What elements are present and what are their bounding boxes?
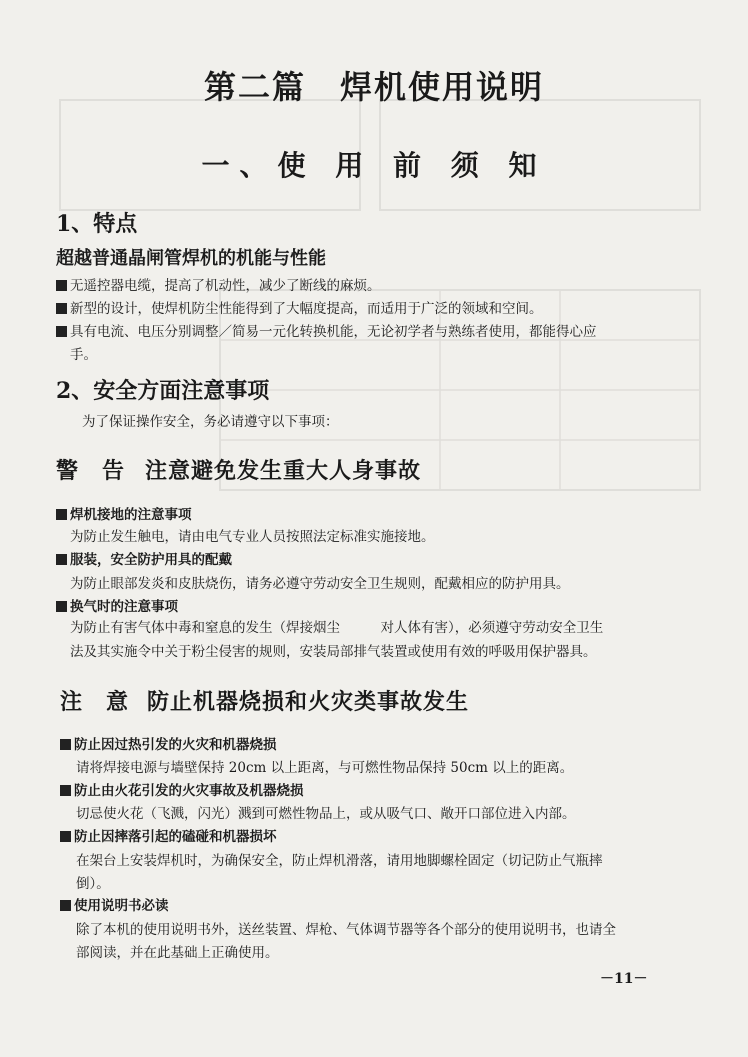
caution-item-text: 倒）。 <box>76 876 110 892</box>
caution-item-text: 切忌使火花（飞溅，闪光）溅到可燃性物品上，或从吸气口、敞开口部位进入内部。 <box>76 806 576 822</box>
warning-item-text: 为防止有害气体中毒和窒息的发生（焊接烟尘 对人体有害），必须遵守劳动安全卫生 <box>70 620 604 636</box>
page-number: －11－ <box>600 971 648 987</box>
section-1-subheading: 超越普通晶闸管焊机的机能与性能 <box>56 248 326 269</box>
caution-item-text: 在架台上安装焊机时，为确保安全，防止焊机滑落，请用地脚螺栓固定（切记防止气瓶摔 <box>76 853 603 869</box>
caution-item-title: 使用说明书必读 <box>60 894 169 914</box>
caution-item-text: 部阅读，并在此基础上正确使用。 <box>76 945 279 961</box>
bullet-square-icon <box>56 303 67 314</box>
feature-bullet-continuation: 手。 <box>70 347 97 363</box>
caution-item-title: 防止因摔落引起的磕碰和机器损坏 <box>60 825 277 845</box>
part-title: 第二篇 焊机使用说明 <box>203 68 544 106</box>
caution-item-title: 防止由火花引发的火灾事故及机器烧损 <box>60 779 304 799</box>
feature-bullet: 新型的设计，使焊机防尘性能得到了大幅度提高，而适用于广泛的领域和空间。 <box>56 297 543 317</box>
section-2-intro: 为了保证操作安全，务必请遵守以下事项： <box>82 414 339 430</box>
warning-item-title: 换气时的注意事项 <box>56 595 178 615</box>
caution-item-title: 防止因过热引发的火灾和机器烧损 <box>60 733 277 753</box>
warning-item-title: 服装，安全防护用具的配戴 <box>56 548 232 568</box>
caution-item-text: 除了本机的使用说明书外，送丝装置、焊枪、气体调节器等各个部分的使用说明书，也请全 <box>76 922 616 938</box>
bullet-square-icon <box>56 601 67 612</box>
caution-item-text: 请将焊接电源与墙壁保持 20cm 以上距离，与可燃性物品保持 50cm 以上的距离。 <box>76 760 574 776</box>
bullet-square-icon <box>56 280 67 291</box>
warning-item-text: 为防止发生触电，请由电气专业人员按照法定标准实施接地。 <box>70 529 435 545</box>
caution-label: 注 意 <box>60 689 130 715</box>
bullet-square-icon <box>60 831 71 842</box>
warning-item-title: 焊机接地的注意事项 <box>56 503 192 523</box>
chapter-title: 一、使 用 前 须 知 <box>201 149 547 182</box>
warning-item-text: 法及其实施令中关于粉尘侵害的规则，安装局部排气装置或使用有效的呼吸用保护器具。 <box>70 644 597 660</box>
bullet-square-icon <box>60 785 71 796</box>
warning-label: 警 告 <box>56 458 126 484</box>
section-1-heading: 1、特点 <box>56 211 138 237</box>
caution-title: 防止机器烧损和火灾类事故发生 <box>147 689 470 715</box>
section-2-heading: 2、安全方面注意事项 <box>56 378 270 404</box>
feature-bullet: 无遥控器电缆，提高了机动性，减少了断线的麻烦。 <box>56 274 381 294</box>
feature-bullet: 具有电流、电压分别调整／简易一元化转换机能，无论初学者与熟练者使用，都能得心应 <box>56 320 597 340</box>
bullet-square-icon <box>56 509 67 520</box>
warning-title: 注意避免发生重大人身事故 <box>145 458 422 484</box>
bullet-square-icon <box>60 900 71 911</box>
bullet-square-icon <box>56 554 67 565</box>
warning-item-text: 为防止眼部发炎和皮肤烧伤，请务必遵守劳动安全卫生规则，配戴相应的防护用具。 <box>70 576 570 592</box>
bullet-square-icon <box>56 326 67 337</box>
bullet-square-icon <box>60 739 71 750</box>
